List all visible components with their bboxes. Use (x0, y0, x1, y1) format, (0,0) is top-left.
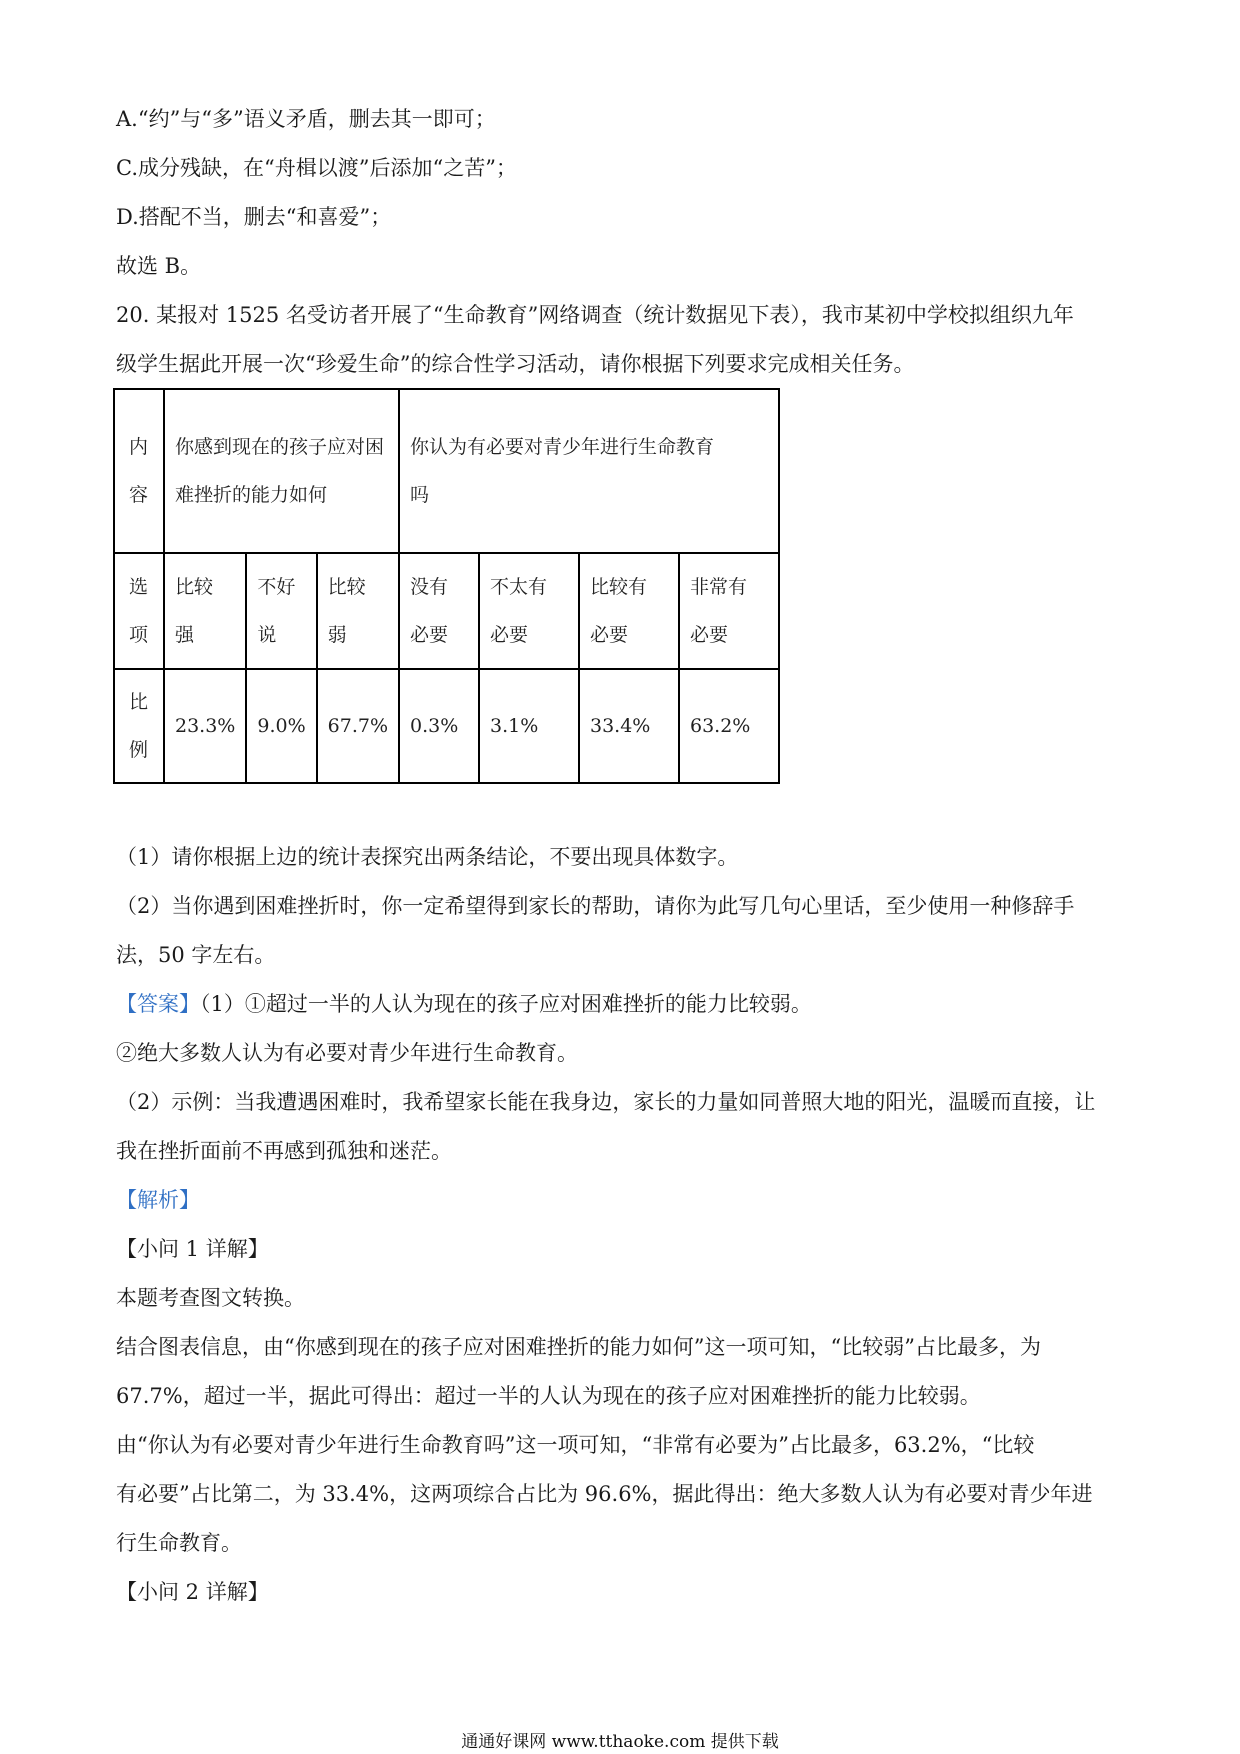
answer-line-2: ②绝大多数人认为有必要对青少年进行生命教育。 (116, 1041, 578, 1065)
answer-line-4: 我在挫折面前不再感到孤独和迷茫。 (116, 1139, 452, 1163)
subquestion-2-line-1: （2）当你遇到困难挫折时，你一定希望得到家长的帮助，请你为此写几句心里话，至少使用一种修辞手 (116, 894, 1075, 918)
analysis-line-5: 由“你认为有必要对青少年进行生命教育吗”这一项可知，“非常有必要为”占比最多，63.2%，“比较 (116, 1433, 1035, 1457)
footer-credit: 通通好课网 www.tthaoke.com 提供下载 (461, 1732, 779, 1752)
survey-table (113, 388, 780, 784)
option-cell: 非常有必要 (679, 553, 779, 669)
row-header-content: 内容 (114, 389, 164, 553)
text-a: A.“约”与“多”语义矛盾，删去其一即可； (116, 107, 496, 131)
ratio-cell: 9.0% (246, 669, 316, 783)
subquestion-1: （1）请你根据上边的统计表探究出两条结论，不要出现具体数字。 (116, 845, 739, 869)
text-d: D.搭配不当，删去“和喜爱”； (116, 205, 392, 229)
analysis-line-8: 【小问 2 详解】 (116, 1580, 269, 1604)
ratio-cell: 33.4% (579, 669, 679, 783)
analysis-line-4: 67.7%，超过一半，据此可得出：超过一半的人认为现在的孩子应对困难挫折的能力比较弱。 (116, 1384, 981, 1408)
question-ability: 你感到现在的孩子应对困难挫折的能力如何 (164, 389, 399, 553)
option-cell: 比较有必要 (579, 553, 679, 669)
analysis-tag: 【解析】 (116, 1188, 200, 1212)
option-cell: 比较强 (164, 553, 246, 669)
analysis-line-6: 有必要”占比第二，为 33.4%，这两项综合占比为 96.6%，据此得出：绝大多数人认为有必要对青少年进 (116, 1482, 1093, 1506)
analysis-line-7: 行生命教育。 (116, 1531, 242, 1555)
ratio-cell: 3.1% (479, 669, 579, 783)
question-20-line-2: 级学生据此开展一次“珍爱生命”的综合性学习活动，请你根据下列要求完成相关任务。 (116, 352, 915, 376)
answer-tag: 【答案】 (116, 992, 200, 1016)
option-cell: 没有必要 (399, 553, 479, 669)
option-cell: 不太有必要 (479, 553, 579, 669)
row-header-option: 选项 (114, 553, 164, 669)
text-c: C.成分残缺，在“舟楫以渡”后添加“之苦”； (116, 156, 517, 180)
analysis-line-3: 结合图表信息，由“你感到现在的孩子应对困难挫折的能力如何”这一项可知，“比较弱”占比最多，为 (116, 1335, 1041, 1359)
question-necessity: 你认为有必要对青少年进行生命教育吗 (399, 389, 779, 553)
analysis-line-1: 【小问 1 详解】 (116, 1237, 269, 1261)
subquestion-2-line-2: 法，50 字左右。 (116, 943, 276, 967)
answer-line-1 (116, 989, 1136, 1019)
answer-line-3: （2）示例：当我遭遇困难时，我希望家长能在我身边，家长的力量如同普照大地的阳光，温暖而直接，让 (116, 1090, 1096, 1114)
analysis-line-2: 本题考查图文转换。 (116, 1286, 305, 1310)
ratio-cell: 0.3% (399, 669, 479, 783)
option-cell: 不好说 (246, 553, 316, 669)
ratio-cell: 63.2% (679, 669, 779, 783)
answer-text: （1）①超过一半的人认为现在的孩子应对困难挫折的能力比较弱。 (200, 992, 812, 1016)
text-choice: 故选 B。 (116, 254, 202, 278)
ratio-cell: 23.3% (164, 669, 246, 783)
option-cell: 比较弱 (317, 553, 399, 669)
row-header-ratio: 比例 (114, 669, 164, 783)
question-20-line-1: 20. 某报对 1525 名受访者开展了“生命教育”网络调查（统计数据见下表），我市某初中学校拟组织九年 (116, 303, 1074, 327)
ratio-cell: 67.7% (317, 669, 399, 783)
